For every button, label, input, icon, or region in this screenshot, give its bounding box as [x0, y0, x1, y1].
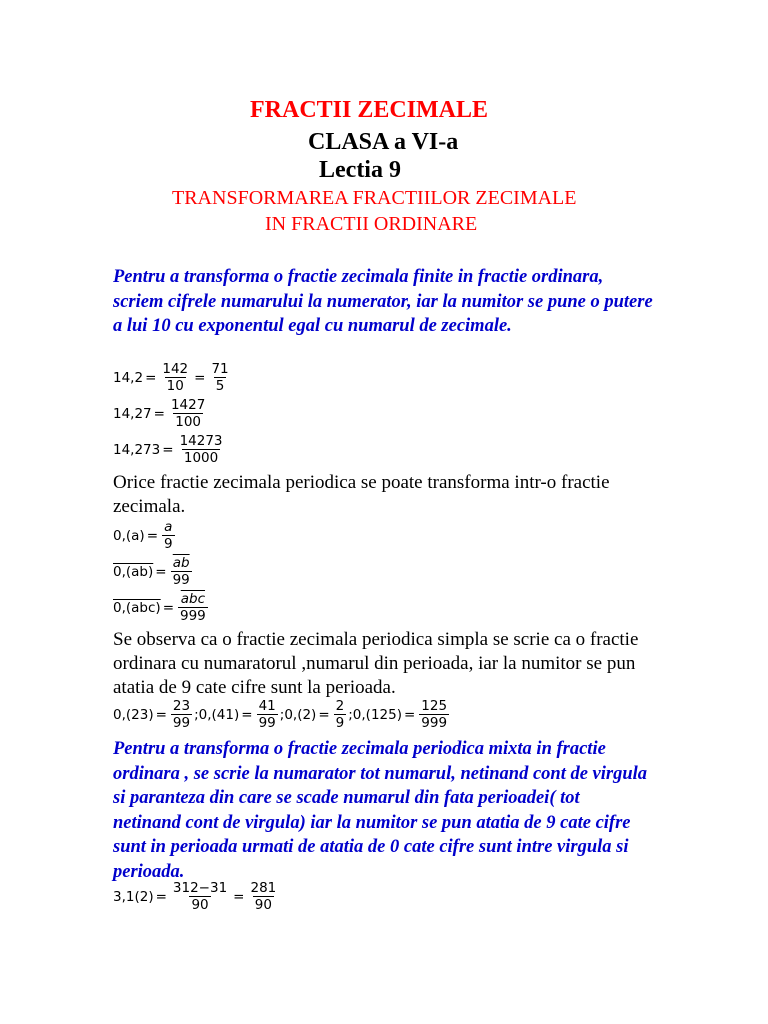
- denominator: 999: [180, 608, 206, 624]
- separator: ;: [348, 706, 353, 723]
- numerator-text: $\overline{ab}$: [172, 555, 190, 571]
- equals-sign: =: [403, 706, 416, 723]
- numerator: 1427: [170, 397, 206, 413]
- numerator: 281: [250, 880, 277, 896]
- numerator: 2: [335, 698, 345, 714]
- denominator: 100: [175, 414, 202, 430]
- periodic-example-3: [113, 591, 210, 624]
- fraction: [171, 880, 229, 913]
- equals-sign: =: [241, 706, 253, 723]
- subtitle-line-1: TRANSFORMAREA FRACTIILOR ZECIMALE: [172, 187, 577, 209]
- fraction: [160, 361, 190, 394]
- document-title: FRACTII ZECIMALE: [250, 97, 489, 123]
- example-lhs: 14,2: [113, 369, 144, 386]
- example-lhs: 0,(a): [113, 527, 145, 544]
- equals-sign: =: [155, 563, 167, 580]
- fraction: [178, 591, 208, 624]
- fraction: [334, 698, 347, 731]
- numerator-text: a: [164, 519, 173, 535]
- fraction: [419, 698, 449, 731]
- numerator: 312−31: [172, 880, 228, 896]
- rule-finite-paragraph: Pentru a transforma o fractie zecimala finite in fractie ordinara, scriem cifrele numarului la numerator, iar la numitor se pune o putere a lui 10 cu exponentul egal cu numarul de zecimale.: [113, 267, 653, 336]
- finite-example-1: [113, 361, 233, 394]
- numerator: 71: [211, 361, 229, 377]
- fraction: [257, 698, 278, 731]
- numerator: [162, 519, 174, 535]
- equals-sign: =: [162, 441, 174, 458]
- numerator: 125: [421, 698, 448, 714]
- equals-sign: =: [145, 369, 157, 386]
- simple-periodic-paragraph: Se observa ca o fractie zecimala periodica simpla se scrie ca o fractie ordinara cu numaratorul ,numarul din perioada, iar la numitor se pun atatia de 9 cate cifre sunt la perioada.: [113, 629, 639, 698]
- example-lhs: 14,27: [113, 405, 152, 422]
- equals-sign: =: [318, 706, 330, 723]
- rule-mixed-paragraph: Pentru a transforma o fractie zecimala periodica mixta in fractie ordinara , se scrie la numarator tot numarul, netinand cont de virgula si paranteza din care se scade numarul din fata perioadei( tot netinand cont de virgula) iar la numitor se pun atatia de 9 cate cifre sunt in perioada urmati de atatia de 0 cate cifre sunt intre virgula si perioada.: [113, 739, 648, 882]
- numerator: 41: [258, 698, 276, 714]
- fraction: [209, 361, 230, 394]
- mixed-periodic-example: [113, 880, 280, 913]
- simple-periodic-examples: [113, 698, 451, 731]
- numerator-text: $\overline{abc}$: [180, 591, 206, 607]
- example-lhs: 0,(2): [284, 706, 317, 723]
- periodic-intro-paragraph: Orice fractie zecimala periodica se poate transforma intr-o fractie zecimala.: [113, 472, 610, 517]
- finite-example-2: [113, 397, 209, 430]
- fraction: [248, 880, 278, 913]
- periodic-example-1: [113, 519, 177, 552]
- example-lhs: 14,273: [113, 441, 161, 458]
- equals-sign: =: [153, 405, 165, 422]
- fraction: [162, 519, 175, 552]
- example-lhs: 0,(125): [352, 706, 402, 723]
- numerator: [179, 591, 207, 607]
- class-label: CLASA a VI-a: [308, 129, 459, 155]
- denominator: 99: [172, 572, 190, 588]
- fraction: [171, 698, 192, 731]
- denominator: 5: [215, 378, 225, 394]
- fraction: [169, 397, 207, 430]
- separator: ;: [194, 706, 199, 723]
- equals-sign: =: [146, 527, 158, 544]
- periodic-example-2: [113, 555, 194, 588]
- denominator: 1000: [183, 450, 219, 466]
- example-lhs: 0,(41): [198, 706, 240, 723]
- denominator: 999: [421, 715, 448, 731]
- equals-sign: =: [155, 706, 167, 723]
- fraction: [171, 555, 192, 588]
- subtitle-line-2: IN FRACTII ORDINARE: [265, 213, 478, 235]
- denominator: 90: [254, 897, 272, 913]
- equals-sign: =: [233, 888, 245, 905]
- denominator: 99: [172, 715, 191, 731]
- numerator: 142: [162, 361, 189, 377]
- denominator: 90: [191, 897, 209, 913]
- numerator: [171, 555, 192, 571]
- example-lhs: 0,(23): [113, 706, 154, 723]
- denominator: 10: [166, 378, 184, 394]
- example-lhs: 3,1(2): [113, 888, 154, 905]
- denominator: 9: [335, 715, 345, 731]
- denominator: 9: [164, 536, 173, 552]
- equals-sign: =: [194, 369, 206, 386]
- equals-sign: =: [155, 888, 167, 905]
- denominator: 99: [258, 715, 276, 731]
- lesson-label: Lectia 9: [319, 157, 401, 183]
- numerator: 23: [172, 698, 191, 714]
- separator: ;: [279, 706, 285, 723]
- example-lhs: 0,(ab): [113, 563, 154, 580]
- numerator: 14273: [179, 433, 223, 449]
- fraction: [178, 433, 225, 466]
- example-lhs: 0,(abc): [113, 599, 161, 616]
- finite-example-3: [113, 433, 227, 466]
- equals-sign: =: [162, 599, 174, 616]
